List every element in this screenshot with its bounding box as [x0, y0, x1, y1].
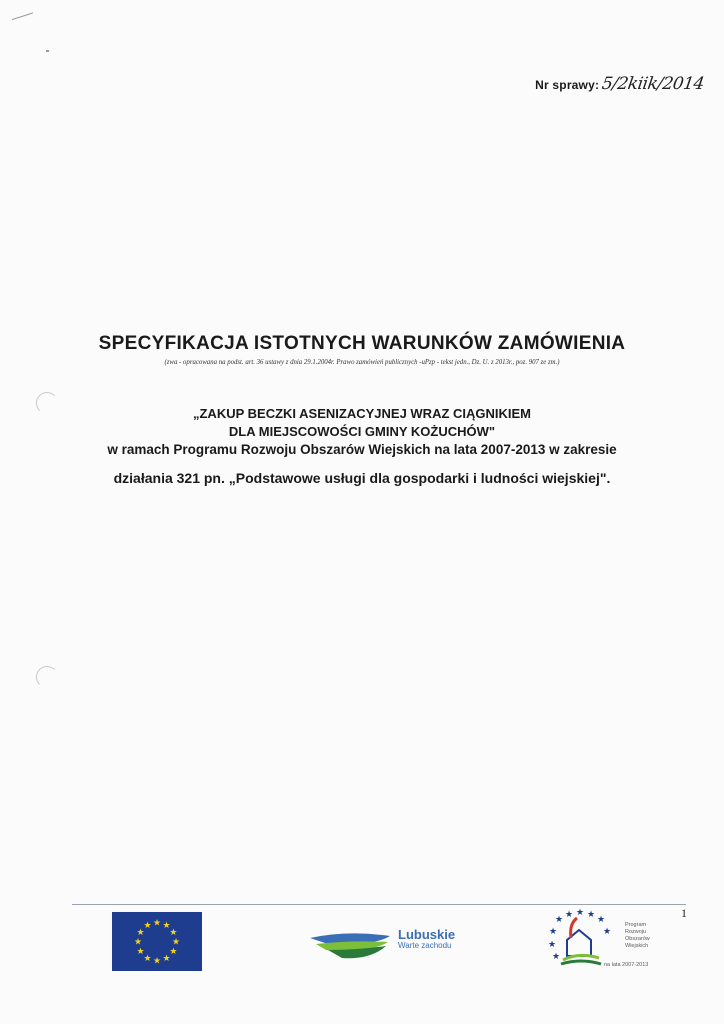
eu-star-icon: ★ [143, 921, 152, 932]
eu-star-icon: ★ [136, 947, 145, 957]
legal-basis-note: (zwa - opracowana na podst. art. 36 ustawy z dnia 29.1.2004r. Prawo zamówień publicznych -uPzp - tekst jedn., Dz. U. z 2013r., poz. 907 ze zm.) [164, 359, 560, 366]
prow-program-name: Program Rozwoju Obszarów Wiejskich [625, 922, 650, 949]
eu-star-icon: ★ [171, 937, 181, 948]
eu-star-icon: ★ [169, 947, 178, 957]
svg-text:★: ★ [552, 952, 561, 962]
eu-flag-logo [112, 912, 202, 971]
eu-star-icon: ★ [133, 937, 143, 948]
svg-text:★: ★ [587, 910, 596, 920]
eu-star-icon: ★ [162, 921, 171, 932]
svg-text:★: ★ [548, 940, 557, 950]
scan-dot [46, 50, 49, 52]
svg-text:★: ★ [597, 915, 606, 925]
case-label: Nr sprawy: [535, 78, 600, 92]
eu-star-icon: ★ [152, 956, 162, 967]
program-line: w ramach Programu Rozwoju Obszarów Wiejskich na lata 2007-2013 w zakresie [107, 442, 617, 457]
svg-text:★: ★ [576, 908, 585, 918]
page-number: 1 [681, 906, 687, 920]
eu-star-icon: ★ [136, 928, 145, 938]
subject-line-2: DLA MIEJSCOWOŚCI GMINY KOŻUCHÓW" [228, 424, 496, 439]
lubuskie-name: Lubuskie [398, 927, 456, 942]
action-line: działania 321 pn. „Podstawowe usługi dla gospodarki i ludności wiejskiej". [113, 470, 611, 486]
svg-text:★: ★ [555, 915, 564, 925]
subject-line-1: „ZAKUP BECZKI ASENIZACYJNEJ WRAZ CIĄGNIKIEM [192, 406, 532, 421]
footer-divider [72, 904, 686, 905]
eu-star-icon: ★ [152, 918, 162, 929]
svg-text:★: ★ [603, 927, 612, 937]
case-number-line [535, 74, 704, 94]
eu-star-icon: ★ [143, 953, 152, 964]
eu-stars-icon [112, 912, 202, 971]
svg-text:★: ★ [565, 910, 574, 920]
case-number: 5/2kiik/2014 [600, 74, 706, 94]
eu-star-icon: ★ [162, 953, 171, 964]
svg-text:★: ★ [549, 927, 558, 937]
eu-star-icon: ★ [169, 928, 178, 938]
scan-mark [9, 3, 33, 20]
lubuskie-tagline: Warte zachodu [398, 941, 452, 950]
document-title: SPECYFIKACJA ISTOTNYCH WARUNKÓW ZAMÓWIENIA [98, 333, 626, 354]
punch-hole-bottom [36, 666, 58, 688]
prow-years: na lata 2007-2013 [604, 962, 649, 968]
